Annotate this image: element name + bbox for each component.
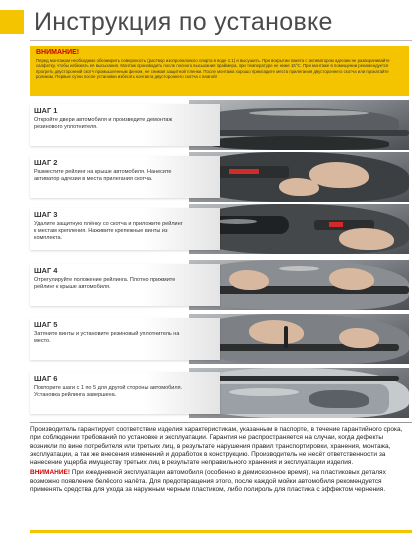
title-rule [30, 40, 412, 41]
step-3-label: ШАГ 3 [34, 210, 58, 219]
step-1-label: ШАГ 1 [34, 106, 58, 115]
footer [30, 426, 409, 496]
care-text: При ежедневной эксплуатации автомобиля (особенно в демисезонное время), на пластиковых деталях возможно появление белёсого налёта. Для предотвращения этого, после каждой мойки автомобиля рекомендуется применять средства для ухода за наружным черным пластиком, либо полироль для пластика с эффектом чернения. [30, 469, 386, 494]
step-1-photo [189, 100, 409, 150]
step-4-text: Отрегулируйте положение рейлинга. Плотно прижмите рейлинг к крыше автомобиля. [34, 277, 176, 290]
step-5-photo [189, 314, 409, 364]
warning-text: Перед монтажом необходимо обезжирить поверхность (раствор изопропилового спирта в воде 1:1) и высушить. При вскрытии пакета с активатором адгезии не разворачивайте салфетку, чтобы избежать её высыхания. Монтаж производить после полного высыхания праймера, при температуре не ниже 15°С. При монтаже в помещении рекомендуется прогреть двусторонний скотч промышленным феном, не снимая защитной пленки. После монтажа хорошо прикладите места прилегания двустороннего скотча или прокатайте роликом. Первые сутки после установки избегать контакта двустороннего скотча с влагой! [36, 58, 390, 80]
step-2 [30, 152, 409, 202]
step-5 [30, 314, 409, 364]
title-bar [0, 0, 412, 44]
care-paragraph [30, 469, 409, 494]
step-3 [30, 204, 409, 254]
step-2-text: Разместите рейлинг на крыше автомобиля. Нанесите активатор адгезии в места прилегания скотча. [34, 169, 172, 182]
step-6 [30, 368, 409, 418]
attention-label: ВНИМАНИЕ! [30, 469, 71, 477]
step-3-photo [189, 204, 409, 254]
step-5-text: Затяните винты и установите резиновый уплотнитель на место. [34, 331, 180, 344]
step-3-text: Удалите защитную плёнку со скотча и приложите рейлинг к местам крепления. Наживите крепежные винты из комплекта. [34, 221, 183, 241]
step-4-label: ШАГ 4 [34, 266, 58, 275]
step-2-photo [189, 152, 409, 202]
footer-rule [30, 422, 412, 423]
step-2-label: ШАГ 2 [34, 158, 58, 167]
step-1 [30, 100, 409, 150]
step-6-text: Повторите шаги с 1 по 5 для другой стороны автомобиля. Установка рейлинга завершена. [34, 385, 183, 398]
title-accent-block [0, 10, 24, 34]
step-5-label: ШАГ 5 [34, 320, 58, 329]
step-4 [30, 260, 409, 310]
warranty-paragraph: Производитель гарантирует соответствие изделия характеристикам, указанным в паспорте, в течение гарантийного срока, при соблюдении требований по установке и эксплуатации. Гарантия не распространяется на случаи, когда дефекты возникли по вине потребителя или третьих лиц, в результате нарушения правил транспортировки, хранения, монтажа, эксплуатации, а так же внесения изменений и доработок в конструкцию. Производитель не несёт ответственности за нанесение ущерба имуществу третьих лиц в результате неправильного хранения и эксплуатации изделия. [30, 426, 403, 467]
step-6-photo [189, 368, 409, 418]
step-6-label: ШАГ 6 [34, 374, 58, 383]
warning-heading: ВНИМАНИЕ! [36, 49, 80, 56]
page-title: Инструкция по установке [34, 8, 333, 36]
step-4-photo [189, 260, 409, 310]
warning-box [30, 46, 409, 96]
step-1-text: Откройте двери автомобиля и произведите демонтаж резинового уплотнителя. [34, 117, 173, 130]
